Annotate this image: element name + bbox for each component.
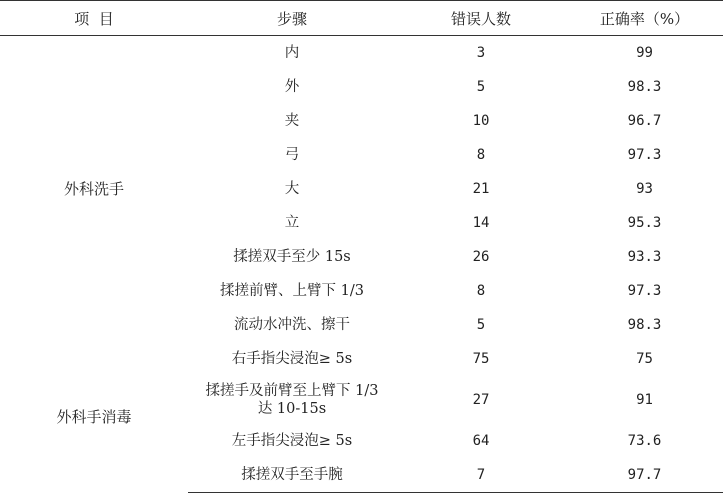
accuracy-cell: 98.3	[627, 317, 662, 333]
error-count-cell: 8	[476, 283, 486, 299]
step-cell: 夹	[284, 113, 300, 129]
error-count-cell: 10	[472, 113, 490, 129]
accuracy-cell: 95.3	[627, 215, 662, 231]
accuracy-cell: 96.7	[627, 113, 662, 129]
step-cell: 弓	[284, 147, 300, 163]
step-cell: 大	[284, 181, 300, 197]
step-line-1: 揉搓手及前臂至上臂下 1/3	[205, 383, 379, 399]
accuracy-cell: 73.6	[627, 433, 662, 449]
header-item: 项 目	[0, 1, 188, 36]
step-cell: 左手指尖浸泡≥ 5s	[231, 433, 353, 449]
accuracy-cell: 93.3	[627, 249, 662, 265]
accuracy-cell: 97.7	[566, 458, 723, 493]
accuracy-cell: 98.3	[627, 79, 662, 95]
error-count-cell: 26	[472, 249, 490, 265]
error-count-cell: 3	[476, 45, 486, 61]
error-count-cell: 8	[476, 147, 486, 163]
step-cell: 右手指尖浸泡≥ 5s	[231, 351, 353, 367]
accuracy-cell: 93	[636, 181, 653, 197]
accuracy-cell: 75	[636, 351, 653, 367]
step-cell: 流动水冲洗、擦干	[234, 317, 350, 333]
step-line-2: 达 10-15s	[257, 401, 327, 417]
error-count-cell: 14	[472, 215, 490, 231]
error-count-cell: 5	[476, 79, 486, 95]
group-label-surgical-handwash: 外科洗手	[63, 180, 124, 198]
error-count-cell: 5	[476, 317, 486, 333]
error-count-cell: 64	[472, 433, 490, 449]
step-cell: 外	[284, 79, 300, 95]
accuracy-cell: 91	[636, 392, 653, 408]
error-count-cell: 75	[472, 351, 490, 367]
step-cell: 揉搓前臂、上臂下 1/3	[220, 283, 364, 299]
error-count-cell: 27	[472, 392, 490, 408]
error-count-cell: 21	[472, 181, 490, 197]
step-cell: 揉搓双手至手腕	[188, 458, 396, 493]
step-cell: 立	[284, 215, 300, 231]
accuracy-cell: 97.3	[627, 147, 662, 163]
table-header-row	[0, 1, 723, 36]
header-accuracy: 正确率（%）	[566, 1, 723, 36]
header-step: 步骤	[188, 1, 396, 36]
header-error-count: 错误人数	[396, 1, 566, 36]
step-cell: 内	[284, 45, 300, 61]
accuracy-cell: 99	[636, 45, 653, 61]
group-label-surgical-hand-disinfection: 外科手消毒	[56, 408, 132, 427]
step-cell: 揉搓双手至少 15s	[233, 249, 351, 265]
table-row	[0, 342, 723, 376]
error-count-cell: 7	[396, 458, 566, 493]
step-cell	[188, 376, 396, 424]
table-row	[0, 36, 723, 71]
accuracy-cell: 97.3	[627, 283, 662, 299]
